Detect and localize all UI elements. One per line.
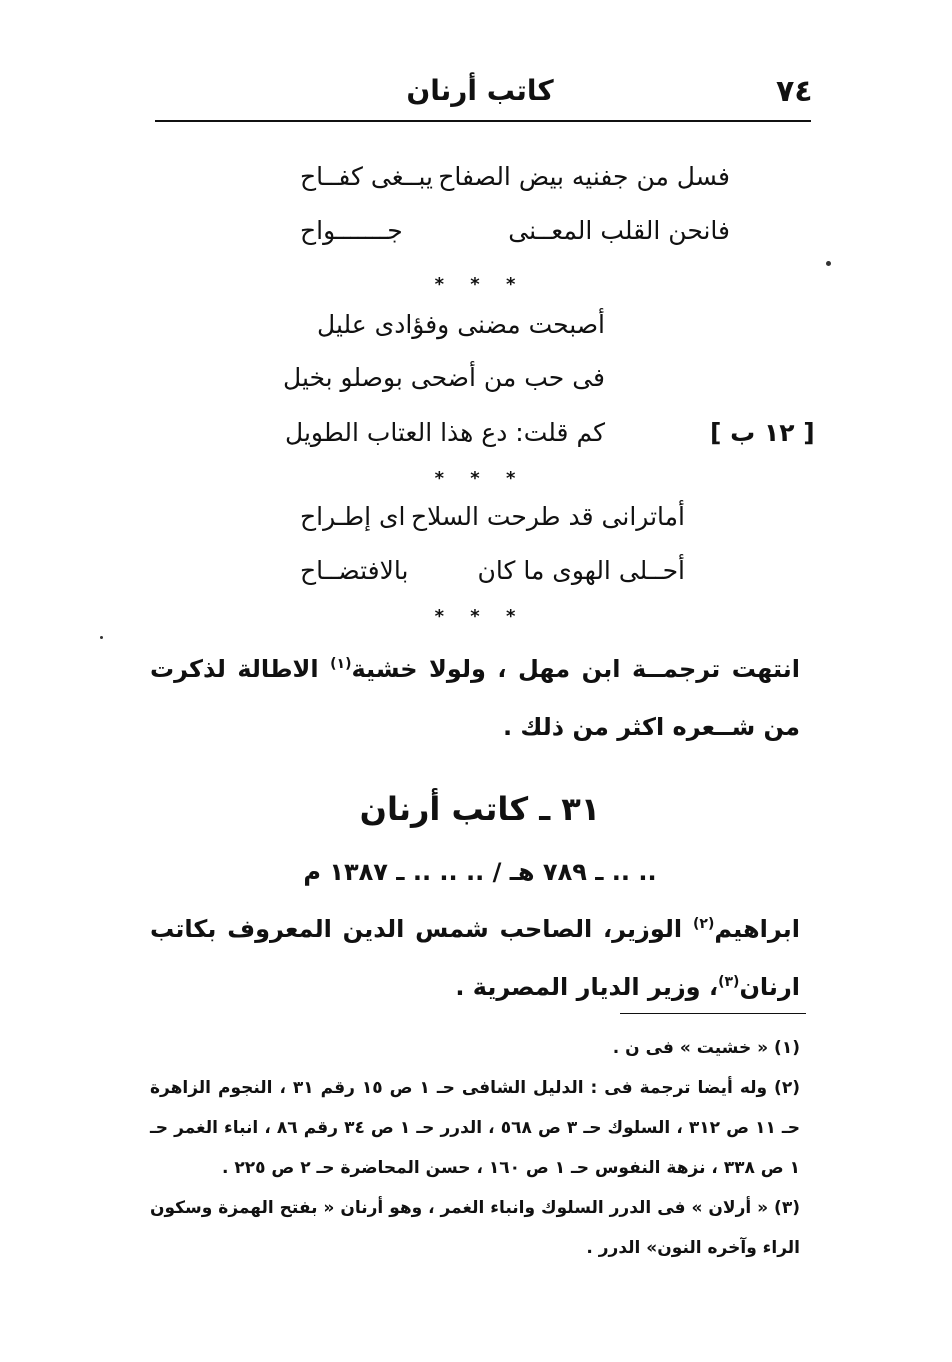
footnotes [150, 1028, 800, 1268]
stanza-separator: * * * [434, 606, 526, 627]
footnote-ref: (٢) [692, 916, 715, 932]
verse-line: فى حب من أضحى بوصلو بخيل [283, 363, 605, 392]
stanza-separator: * * * [434, 468, 526, 489]
page-number: ٧٤ [776, 74, 813, 109]
verse-hemistich-left: اى إطـراح [300, 502, 406, 531]
closing-text: انتهت ترجمــة ابن مهل ، ولولا خشية [351, 655, 800, 683]
footnote-rule [620, 1013, 806, 1014]
footnote-ref: (١) [330, 656, 352, 672]
footnote-1: (١) « خشيت » فى ن . [612, 1038, 800, 1058]
entry-dates: .. .. ـ ٧٨٩ هـ / .. .. .. ـ ١٣٨٧ م [303, 858, 657, 886]
stanza-separator: * * * [434, 274, 526, 295]
verse-hemistich-left: يبــغى كفــاح [300, 162, 433, 191]
verse-line: كم قلت: دع هذا العتاب الطويل [285, 418, 605, 447]
running-title: كاتب أرنان [406, 74, 554, 107]
entry-text: ، وزير الديار المصرية . [455, 973, 719, 1001]
verse-hemistich-left: بالافتضــاح [300, 556, 409, 585]
footnote-2: (٢) وله أيضا ترجمة فى : الدليل الشافى حـ ١ ص ١٥ رقم ٣١ ، النجوم الزاهرة حـ ١١ ص ٣١٢ ، السلوك حـ ٣ ص ٥٦٨ ، الدرر حـ ١ ص ٣٤ رقم ٨٦ ، انباء الغمر حـ ١ ص ٣٣٨ ، نزهة النفوس حـ ١ ص ١٦٠ ، حسن المحاضرة حـ ٢ ص ٢٢٥ . [150, 1078, 800, 1178]
verse-hemistich-left: جـــــــواح [300, 216, 403, 245]
footnote-3: (٣) « أرلان » فى الدرر السلوك وانباء الغمر ، وهو أرنان « بفتح الهمزة وسكون الراء وآخره النون» الدرر . [150, 1198, 800, 1258]
closing-text: الاطالة لذكرت من شــعره اكثر من ذلك . [150, 655, 800, 741]
closing-paragraph [150, 640, 800, 756]
scan-speck [100, 636, 103, 639]
verse-line [300, 502, 685, 538]
verse-line: أصبحت مضنى وفؤادى عليل [317, 310, 605, 339]
entry-paragraph [150, 900, 800, 1016]
scan-speck [826, 261, 831, 266]
verse-line [300, 162, 730, 198]
folio-marker: [ ١٢ ب ] [710, 418, 815, 447]
verse-hemistich-right: فسل من جفنيه بيض الصفاح [438, 162, 730, 191]
verse-hemistich-right: أماترانى قد طرحت السلاح [411, 502, 685, 531]
entry-text: ابراهيم [714, 915, 800, 943]
header-rule [155, 120, 811, 122]
entry-heading: ٣١ ـ كاتب أرنان [359, 790, 601, 828]
verse-hemistich-right: أحــلى الهوى ما كان [477, 556, 685, 585]
verse-line [300, 216, 730, 252]
verse-line [300, 556, 685, 592]
verse-hemistich-right: فانحن القلب المعــنى [508, 216, 730, 245]
footnote-ref: (٣) [718, 974, 740, 990]
entry-text: الوزير، الصاحب شمس الدين المعروف بكاتب ارنان [150, 915, 800, 1001]
